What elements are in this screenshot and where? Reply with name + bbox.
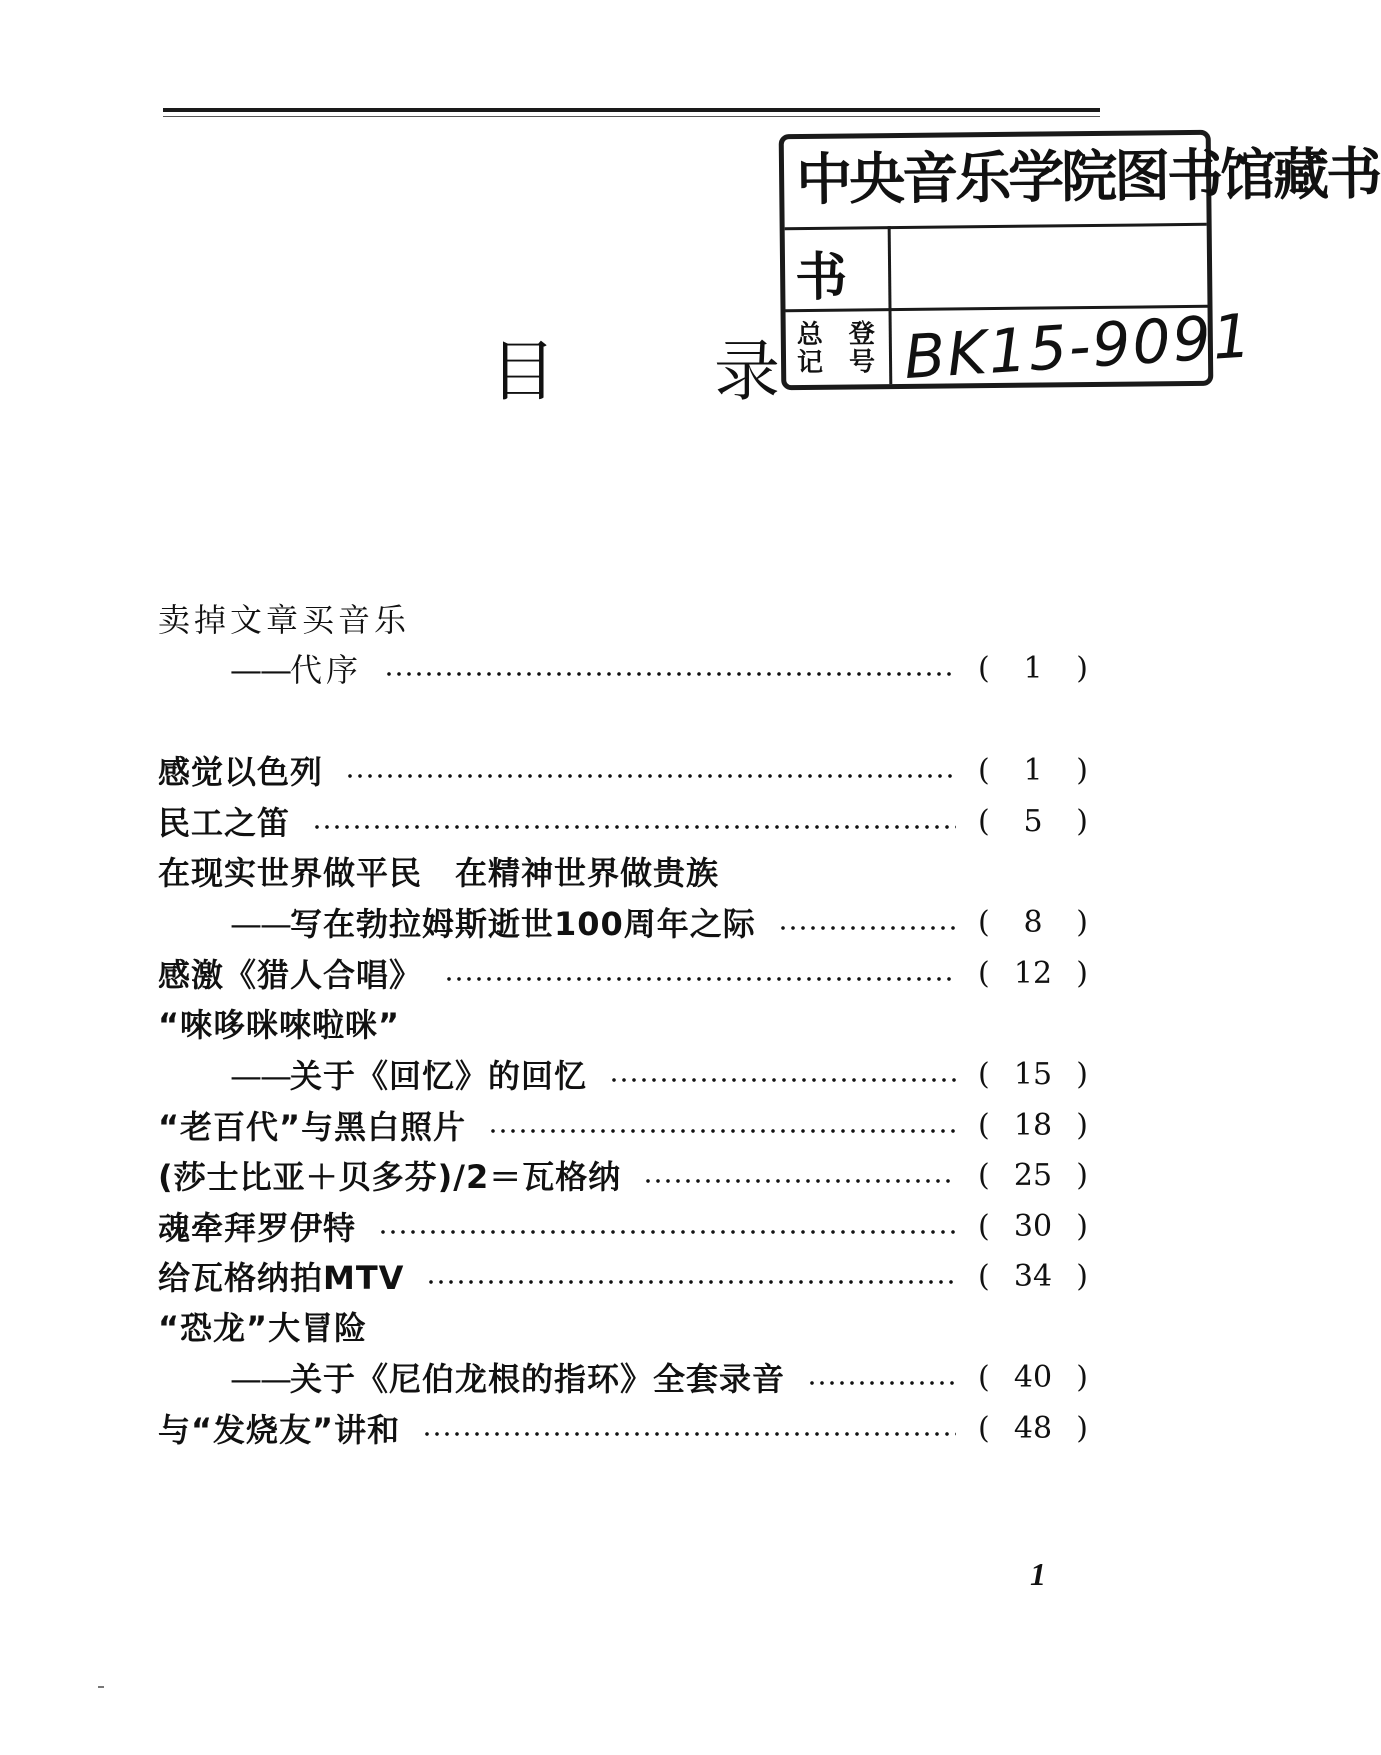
toc-entry-subtitle [158, 899, 770, 945]
toc-dash: —— [230, 1360, 290, 1398]
toc-entry [158, 1046, 1098, 1102]
toc-entry-text: 给瓦格纳拍MTV [158, 1259, 405, 1297]
toc-entry-title [158, 798, 304, 844]
toc-entry [158, 1097, 1098, 1153]
stamp-total-label: 总记 [796, 319, 824, 379]
toc-page-number: 1 [1023, 650, 1043, 686]
header-rule [163, 108, 1100, 112]
toc-entry [158, 1147, 1098, 1203]
toc-page-number: 34 [1013, 1258, 1053, 1294]
toc-paren-open: ( [978, 955, 990, 991]
page-title [490, 332, 780, 412]
toc-entry-title [158, 1000, 414, 1046]
toc-entry-text: (莎士比亚＋贝多芬)/2＝瓦格纳 [158, 1158, 622, 1196]
toc-page-ref [978, 956, 1098, 991]
toc-page-number: 5 [1023, 803, 1043, 839]
toc-leader-dots [378, 1229, 956, 1235]
toc-entry [158, 995, 1098, 1051]
toc-paren-close: ) [1076, 1208, 1088, 1244]
toc-page-number: 30 [1013, 1208, 1053, 1244]
toc-page-ref [978, 1360, 1098, 1395]
header-rule-thin [163, 116, 1100, 117]
toc-entry [158, 843, 1098, 899]
toc-paren-open: ( [978, 1056, 990, 1092]
toc-entry [158, 590, 1098, 646]
toc-paren-open: ( [978, 1107, 990, 1143]
toc-paren-open: ( [978, 904, 990, 940]
toc-entry-text: 感激《猎人合唱》 [158, 956, 423, 994]
toc-entry [158, 945, 1098, 1001]
toc-paren-close: ) [1076, 1157, 1088, 1193]
toc-entry-text: 魂牵拜罗伊特 [158, 1209, 357, 1247]
toc-page-ref [978, 651, 1098, 686]
toc-entry-text: 写在勃拉姆斯逝世100周年之际 [290, 905, 756, 943]
toc-paren-open: ( [978, 650, 990, 686]
toc-page-number: 18 [1013, 1107, 1053, 1143]
toc-entry-text: 代序 [290, 651, 363, 689]
library-stamp [779, 130, 1380, 394]
toc-paren-open: ( [978, 1410, 990, 1446]
toc-entry-title [158, 747, 337, 793]
toc-page-ref [978, 1259, 1098, 1294]
toc-page-ref [978, 804, 1098, 839]
toc-page-number: 12 [1013, 955, 1053, 991]
toc-paren-open: ( [978, 1157, 990, 1193]
toc-entry-text: 民工之笛 [158, 804, 291, 842]
toc-leader-dots [807, 1380, 956, 1386]
toc-entry-title [158, 1203, 370, 1249]
toc-entry [158, 894, 1098, 950]
toc-paren-close: ) [1076, 1107, 1088, 1143]
toc-leader-dots [609, 1077, 956, 1083]
stamp-row-shelf [785, 223, 1208, 312]
toc-leader-dots [778, 925, 956, 931]
toc-paren-open: ( [978, 1208, 990, 1244]
toc-entry [158, 1198, 1098, 1254]
page-title-char-2: 录 [714, 333, 780, 410]
toc-paren-close: ) [1076, 1359, 1088, 1395]
toc-entry-subtitle [158, 1051, 601, 1097]
toc-entry [158, 1298, 1098, 1354]
toc-entry [158, 1248, 1098, 1304]
toc-entry [158, 640, 1098, 696]
page-title-char-1: 目 [490, 333, 556, 410]
toc-entry-title [158, 950, 436, 996]
toc-entry-title [158, 848, 733, 894]
toc-page-number: 25 [1013, 1157, 1053, 1193]
scan-speck [98, 1686, 104, 1688]
toc-entry-text: “老百代”与黑白照片 [158, 1108, 467, 1146]
toc-leader-dots [384, 671, 956, 677]
page-number: 1 [1030, 1556, 1046, 1592]
stamp-row-title [784, 135, 1380, 230]
toc-entry-text: “恐龙”大冒险 [158, 1309, 368, 1347]
toc-paren-open: ( [978, 803, 990, 839]
stamp-title: 中央音乐学院图书馆藏书 [795, 141, 1380, 214]
toc-paren-close: ) [1076, 904, 1088, 940]
toc-paren-close: ) [1076, 752, 1088, 788]
toc-leader-dots [345, 773, 956, 779]
toc-entry-text: 在现实世界做平民 在精神世界做贵族 [158, 854, 720, 892]
toc-entry-text: 关于《尼伯龙根的指环》全套录音 [290, 1360, 786, 1398]
toc-leader-dots [488, 1128, 956, 1134]
toc-paren-open: ( [978, 1359, 990, 1395]
toc-entry-subtitle [158, 1354, 799, 1400]
toc-entry-title [158, 595, 424, 641]
stamp-shelf-label: 书 [794, 247, 848, 309]
toc-page-number: 15 [1013, 1056, 1053, 1092]
toc-paren-close: ) [1076, 1056, 1088, 1092]
toc-page-ref [978, 1209, 1098, 1244]
toc-entry [158, 793, 1098, 849]
toc-paren-close: ) [1076, 955, 1088, 991]
toc-entry-title [158, 1102, 480, 1148]
toc-paren-close: ) [1076, 803, 1088, 839]
toc-entry-text: 卖掉文章买音乐 [158, 601, 411, 639]
toc-dash: —— [230, 1057, 290, 1095]
toc-page-ref [978, 1057, 1098, 1092]
toc-entry-text: 感觉以色列 [158, 753, 324, 791]
toc-leader-dots [444, 976, 956, 982]
toc-entry-text: 关于《回忆》的回忆 [290, 1057, 588, 1095]
toc-page-number: 40 [1013, 1359, 1053, 1395]
toc-dash: —— [230, 905, 290, 943]
toc-paren-close: ) [1076, 1410, 1088, 1446]
toc-page-number: 1 [1023, 752, 1043, 788]
toc-entry-text: 与“发烧友”讲和 [158, 1411, 401, 1449]
toc-leader-dots [426, 1279, 956, 1285]
toc-entry [158, 1349, 1098, 1405]
toc-entry-title [158, 1152, 635, 1198]
toc-leader-dots [312, 824, 956, 830]
toc-leader-dots [643, 1178, 956, 1184]
toc-entry [158, 742, 1098, 798]
toc-leader-dots [422, 1431, 956, 1437]
toc-entry-title [158, 1253, 418, 1299]
toc-paren-close: ) [1076, 1258, 1088, 1294]
toc-entry-title [158, 1405, 414, 1451]
toc-page-ref [978, 1411, 1098, 1446]
toc-page-ref [978, 1158, 1098, 1193]
stamp-accession-number: BK15-9091 [902, 301, 1255, 394]
toc-entry-subtitle [158, 645, 376, 691]
toc-paren-close: ) [1076, 650, 1088, 686]
toc-entry [158, 1400, 1098, 1456]
toc-paren-open: ( [978, 752, 990, 788]
toc-page-ref [978, 753, 1098, 788]
toc-page-ref [978, 1108, 1098, 1143]
toc-paren-open: ( [978, 1258, 990, 1294]
toc-page-number: 48 [1013, 1410, 1053, 1446]
toc-dash: —— [230, 651, 290, 689]
toc-entry-text: “唻哆咪唻啦咪” [158, 1006, 401, 1044]
toc-entry-title [158, 1303, 381, 1349]
stamp-register-label: 登号 [848, 319, 876, 378]
toc-page-number: 8 [1023, 904, 1043, 940]
toc-page-ref [978, 905, 1098, 940]
